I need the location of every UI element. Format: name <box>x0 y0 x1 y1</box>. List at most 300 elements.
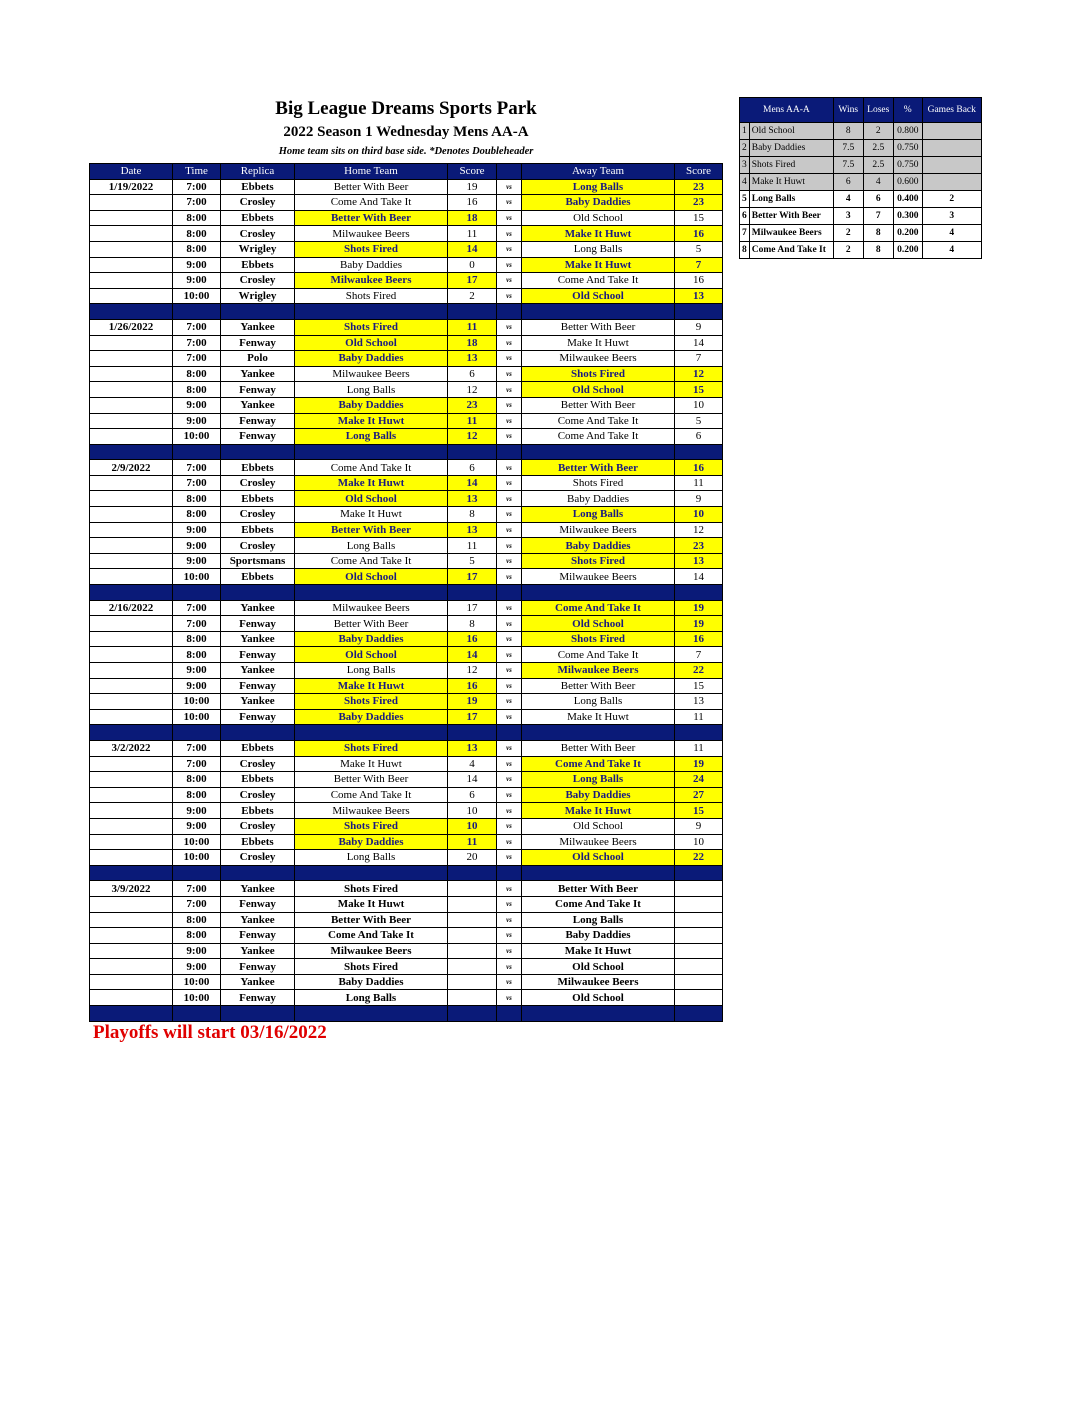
separator-cell <box>90 865 173 881</box>
separator-cell <box>675 1006 723 1022</box>
vs-label: vs <box>497 241 522 257</box>
game-field: Crosley <box>221 787 295 803</box>
standings-team: Baby Daddies <box>749 140 833 157</box>
standings-wins: 7.5 <box>833 140 863 157</box>
game-date <box>90 538 173 554</box>
game-field: Yankee <box>221 366 295 382</box>
table-row <box>90 600 723 616</box>
game-time: 8:00 <box>173 928 221 944</box>
standings-table <box>739 97 982 259</box>
game-time: 8:00 <box>173 647 221 663</box>
table-row <box>90 507 723 523</box>
away-score: 13 <box>675 553 723 569</box>
home-team: Shots Fired <box>295 740 448 756</box>
table-row <box>90 195 723 211</box>
away-score: 10 <box>675 507 723 523</box>
home-score: 12 <box>448 663 497 679</box>
away-score: 11 <box>675 475 723 491</box>
standings-col-wins: Wins <box>833 98 863 123</box>
standings-rank: 3 <box>740 157 750 174</box>
game-date <box>90 663 173 679</box>
home-score: 14 <box>448 241 497 257</box>
week-separator <box>90 725 723 741</box>
vs-label: vs <box>497 694 522 710</box>
game-date <box>90 507 173 523</box>
standings-games-back <box>922 140 981 157</box>
home-score: 13 <box>448 491 497 507</box>
vs-label: vs <box>497 210 522 226</box>
home-score <box>448 990 497 1006</box>
away-score <box>675 928 723 944</box>
standings-division: Mens AA-A <box>740 98 834 123</box>
away-score: 16 <box>675 460 723 476</box>
game-date <box>90 382 173 398</box>
game-time: 9:00 <box>173 273 221 289</box>
away-score: 19 <box>675 616 723 632</box>
standings-loses: 8 <box>863 242 893 259</box>
separator-cell <box>522 725 675 741</box>
away-team: Long Balls <box>522 694 675 710</box>
home-score: 10 <box>448 818 497 834</box>
game-time: 7:00 <box>173 881 221 897</box>
home-team-note: Home team sits on third base side. *Denotes Doubleheader <box>278 146 534 157</box>
game-date <box>90 335 173 351</box>
separator-cell <box>295 585 448 601</box>
home-score: 20 <box>448 850 497 866</box>
home-team: Long Balls <box>295 990 448 1006</box>
standings-rank: 5 <box>740 191 750 208</box>
game-date <box>90 694 173 710</box>
vs-label: vs <box>497 647 522 663</box>
home-team: Long Balls <box>295 382 448 398</box>
game-field: Fenway <box>221 678 295 694</box>
home-score <box>448 959 497 975</box>
vs-label: vs <box>497 616 522 632</box>
vs-label: vs <box>497 366 522 382</box>
game-date <box>90 834 173 850</box>
game-field: Ebbets <box>221 210 295 226</box>
table-row <box>90 382 723 398</box>
away-team: Baby Daddies <box>522 787 675 803</box>
away-score: 11 <box>675 740 723 756</box>
home-score: 2 <box>448 288 497 304</box>
separator-cell <box>221 725 295 741</box>
away-team: Old School <box>522 959 675 975</box>
standings-col-loses: Loses <box>863 98 893 123</box>
table-row <box>90 772 723 788</box>
standings-pct: 0.400 <box>893 191 922 208</box>
away-score: 14 <box>675 335 723 351</box>
table-row <box>90 335 723 351</box>
game-time: 9:00 <box>173 538 221 554</box>
home-team: Come And Take It <box>295 460 448 476</box>
separator-cell <box>295 1006 448 1022</box>
home-score: 18 <box>448 335 497 351</box>
game-date <box>90 195 173 211</box>
standings-row <box>740 123 982 140</box>
standings-team: Old School <box>749 123 833 140</box>
home-team: Make It Huwt <box>295 475 448 491</box>
away-score: 23 <box>675 179 723 195</box>
away-score: 10 <box>675 834 723 850</box>
game-time: 9:00 <box>173 522 221 538</box>
away-score: 5 <box>675 413 723 429</box>
separator-cell <box>295 865 448 881</box>
game-time: 10:00 <box>173 850 221 866</box>
separator-cell <box>522 585 675 601</box>
away-score <box>675 990 723 1006</box>
away-score: 24 <box>675 772 723 788</box>
standings-pct: 0.600 <box>893 174 922 191</box>
game-date <box>90 429 173 445</box>
away-score: 19 <box>675 756 723 772</box>
away-score <box>675 912 723 928</box>
standings-loses: 8 <box>863 225 893 242</box>
away-score: 10 <box>675 397 723 413</box>
vs-label: vs <box>497 631 522 647</box>
game-field: Fenway <box>221 990 295 1006</box>
vs-label: vs <box>497 429 522 445</box>
table-row <box>90 475 723 491</box>
separator-cell <box>675 725 723 741</box>
home-team: Shots Fired <box>295 959 448 975</box>
separator-cell <box>522 1006 675 1022</box>
table-row <box>90 663 723 679</box>
game-field: Yankee <box>221 600 295 616</box>
away-score: 15 <box>675 678 723 694</box>
separator-cell <box>497 1006 522 1022</box>
away-team: Come And Take It <box>522 896 675 912</box>
table-row <box>90 709 723 725</box>
game-time: 8:00 <box>173 366 221 382</box>
away-score: 11 <box>675 709 723 725</box>
vs-label: vs <box>497 756 522 772</box>
separator-cell <box>221 585 295 601</box>
away-score: 23 <box>675 538 723 554</box>
game-time: 8:00 <box>173 491 221 507</box>
game-time: 9:00 <box>173 959 221 975</box>
home-team: Come And Take It <box>295 787 448 803</box>
home-team: Shots Fired <box>295 319 448 335</box>
away-score: 22 <box>675 663 723 679</box>
game-date <box>90 522 173 538</box>
away-score: 16 <box>675 631 723 647</box>
game-field: Yankee <box>221 943 295 959</box>
separator-cell <box>173 725 221 741</box>
home-team: Shots Fired <box>295 288 448 304</box>
away-score: 9 <box>675 491 723 507</box>
away-team: Come And Take It <box>522 647 675 663</box>
home-team: Come And Take It <box>295 195 448 211</box>
playoffs-notice: Playoffs will start 03/16/2022 <box>93 1022 327 1043</box>
game-field: Crosley <box>221 195 295 211</box>
away-team: Shots Fired <box>522 366 675 382</box>
home-score: 13 <box>448 740 497 756</box>
vs-label: vs <box>497 460 522 476</box>
home-team: Milwaukee Beers <box>295 226 448 242</box>
game-time: 9:00 <box>173 943 221 959</box>
home-team: Better With Beer <box>295 522 448 538</box>
table-row <box>90 974 723 990</box>
game-time: 7:00 <box>173 475 221 491</box>
standings-rank: 8 <box>740 242 750 259</box>
separator-cell <box>173 304 221 320</box>
game-date: 3/9/2022 <box>90 881 173 897</box>
game-time: 8:00 <box>173 507 221 523</box>
vs-label: vs <box>497 881 522 897</box>
home-score: 16 <box>448 195 497 211</box>
away-team: Milwaukee Beers <box>522 569 675 585</box>
away-score: 6 <box>675 429 723 445</box>
away-team: Shots Fired <box>522 475 675 491</box>
game-date <box>90 210 173 226</box>
vs-label: vs <box>497 273 522 289</box>
away-team: Better With Beer <box>522 881 675 897</box>
standings-team: Long Balls <box>749 191 833 208</box>
home-score: 16 <box>448 631 497 647</box>
game-time: 10:00 <box>173 834 221 850</box>
standings-row <box>740 157 982 174</box>
game-date <box>90 413 173 429</box>
vs-label: vs <box>497 351 522 367</box>
vs-label: vs <box>497 663 522 679</box>
away-score: 15 <box>675 210 723 226</box>
standings-pct: 0.200 <box>893 225 922 242</box>
away-score: 15 <box>675 803 723 819</box>
separator-cell <box>295 304 448 320</box>
away-team: Make It Huwt <box>522 335 675 351</box>
game-date <box>90 990 173 1006</box>
separator-cell <box>448 865 497 881</box>
schedule-header-row <box>90 164 723 180</box>
vs-label: vs <box>497 740 522 756</box>
away-score: 19 <box>675 600 723 616</box>
away-team: Make It Huwt <box>522 709 675 725</box>
home-score <box>448 943 497 959</box>
standings-team: Make It Huwt <box>749 174 833 191</box>
home-team: Milwaukee Beers <box>295 803 448 819</box>
game-field: Crosley <box>221 507 295 523</box>
standings-rank: 6 <box>740 208 750 225</box>
game-field: Fenway <box>221 616 295 632</box>
table-row <box>90 803 723 819</box>
away-team: Make It Huwt <box>522 226 675 242</box>
game-field: Wrigley <box>221 241 295 257</box>
week-separator <box>90 585 723 601</box>
game-field: Ebbets <box>221 803 295 819</box>
separator-cell <box>497 585 522 601</box>
away-score: 16 <box>675 273 723 289</box>
away-team: Come And Take It <box>522 600 675 616</box>
game-date: 2/16/2022 <box>90 600 173 616</box>
home-team: Baby Daddies <box>295 397 448 413</box>
separator-cell <box>675 585 723 601</box>
away-score: 9 <box>675 818 723 834</box>
home-team: Milwaukee Beers <box>295 273 448 289</box>
game-field: Crosley <box>221 850 295 866</box>
home-team: Milwaukee Beers <box>295 366 448 382</box>
game-field: Yankee <box>221 631 295 647</box>
game-date <box>90 491 173 507</box>
vs-label: vs <box>497 413 522 429</box>
home-score: 11 <box>448 538 497 554</box>
game-date <box>90 647 173 663</box>
table-row <box>90 569 723 585</box>
away-team: Old School <box>522 850 675 866</box>
home-team: Baby Daddies <box>295 834 448 850</box>
game-time: 9:00 <box>173 818 221 834</box>
game-date <box>90 803 173 819</box>
game-date <box>90 959 173 975</box>
standings-team: Milwaukee Beers <box>749 225 833 242</box>
vs-label: vs <box>497 772 522 788</box>
away-score: 14 <box>675 569 723 585</box>
table-row <box>90 210 723 226</box>
away-score: 13 <box>675 694 723 710</box>
vs-label: vs <box>497 288 522 304</box>
vs-label: vs <box>497 928 522 944</box>
standings-rank: 4 <box>740 174 750 191</box>
standings-loses: 6 <box>863 191 893 208</box>
home-score: 0 <box>448 257 497 273</box>
standings-games-back <box>922 123 981 140</box>
vs-label: vs <box>497 257 522 273</box>
game-field: Fenway <box>221 413 295 429</box>
home-score: 11 <box>448 413 497 429</box>
table-row <box>90 818 723 834</box>
standings-pct: 0.300 <box>893 208 922 225</box>
away-team: Milwaukee Beers <box>522 974 675 990</box>
game-field: Ebbets <box>221 522 295 538</box>
game-date <box>90 974 173 990</box>
game-field: Ebbets <box>221 491 295 507</box>
table-row <box>90 366 723 382</box>
away-team: Make It Huwt <box>522 257 675 273</box>
home-team: Old School <box>295 335 448 351</box>
separator-cell <box>90 725 173 741</box>
home-score: 11 <box>448 319 497 335</box>
game-field: Yankee <box>221 881 295 897</box>
vs-label: vs <box>497 943 522 959</box>
game-field: Crosley <box>221 273 295 289</box>
game-date <box>90 772 173 788</box>
away-score: 5 <box>675 241 723 257</box>
game-field: Yankee <box>221 912 295 928</box>
away-team: Better With Beer <box>522 740 675 756</box>
game-date <box>90 818 173 834</box>
game-time: 7:00 <box>173 319 221 335</box>
game-field: Ebbets <box>221 740 295 756</box>
away-team: Come And Take It <box>522 429 675 445</box>
away-team: Long Balls <box>522 772 675 788</box>
game-field: Crosley <box>221 226 295 242</box>
col-vs <box>497 164 522 180</box>
vs-label: vs <box>497 226 522 242</box>
game-field: Fenway <box>221 647 295 663</box>
game-time: 10:00 <box>173 990 221 1006</box>
vs-label: vs <box>497 569 522 585</box>
away-team: Baby Daddies <box>522 195 675 211</box>
game-date <box>90 631 173 647</box>
away-team: Milwaukee Beers <box>522 522 675 538</box>
separator-cell <box>522 865 675 881</box>
table-row <box>90 538 723 554</box>
home-score <box>448 928 497 944</box>
away-score: 27 <box>675 787 723 803</box>
game-date <box>90 475 173 491</box>
away-score: 15 <box>675 382 723 398</box>
col-away-score: Score <box>675 164 723 180</box>
home-team: Make It Huwt <box>295 756 448 772</box>
home-score: 14 <box>448 772 497 788</box>
away-team: Milwaukee Beers <box>522 351 675 367</box>
away-team: Better With Beer <box>522 460 675 476</box>
away-team: Come And Take It <box>522 756 675 772</box>
game-time: 9:00 <box>173 803 221 819</box>
game-time: 8:00 <box>173 787 221 803</box>
game-time: 10:00 <box>173 974 221 990</box>
table-row <box>90 678 723 694</box>
home-score: 4 <box>448 756 497 772</box>
table-row <box>90 943 723 959</box>
standings-games-back: 4 <box>922 225 981 242</box>
separator-cell <box>221 444 295 460</box>
vs-label: vs <box>497 709 522 725</box>
game-date <box>90 226 173 242</box>
home-team: Long Balls <box>295 538 448 554</box>
table-row <box>90 647 723 663</box>
standings-wins: 4 <box>833 191 863 208</box>
away-team: Old School <box>522 210 675 226</box>
game-time: 10:00 <box>173 694 221 710</box>
game-field: Polo <box>221 351 295 367</box>
away-team: Baby Daddies <box>522 491 675 507</box>
standings-row <box>740 225 982 242</box>
standings-row <box>740 242 982 259</box>
game-time: 7:00 <box>173 600 221 616</box>
separator-cell <box>90 304 173 320</box>
home-score: 6 <box>448 366 497 382</box>
game-time: 8:00 <box>173 210 221 226</box>
separator-cell <box>173 865 221 881</box>
table-row <box>90 881 723 897</box>
game-field: Fenway <box>221 382 295 398</box>
vs-label: vs <box>497 787 522 803</box>
game-date <box>90 273 173 289</box>
col-time: Time <box>173 164 221 180</box>
home-score: 19 <box>448 694 497 710</box>
standings-games-back: 3 <box>922 208 981 225</box>
game-field: Crosley <box>221 818 295 834</box>
game-field: Fenway <box>221 335 295 351</box>
standings-rank: 7 <box>740 225 750 242</box>
away-score <box>675 974 723 990</box>
game-date: 1/26/2022 <box>90 319 173 335</box>
table-row <box>90 990 723 1006</box>
game-field: Yankee <box>221 694 295 710</box>
separator-cell <box>295 444 448 460</box>
table-row <box>90 429 723 445</box>
away-team: Old School <box>522 818 675 834</box>
vs-label: vs <box>497 522 522 538</box>
table-row <box>90 288 723 304</box>
game-time: 7:00 <box>173 351 221 367</box>
vs-label: vs <box>497 834 522 850</box>
table-row <box>90 834 723 850</box>
away-score: 13 <box>675 288 723 304</box>
separator-cell <box>522 304 675 320</box>
game-field: Ebbets <box>221 257 295 273</box>
